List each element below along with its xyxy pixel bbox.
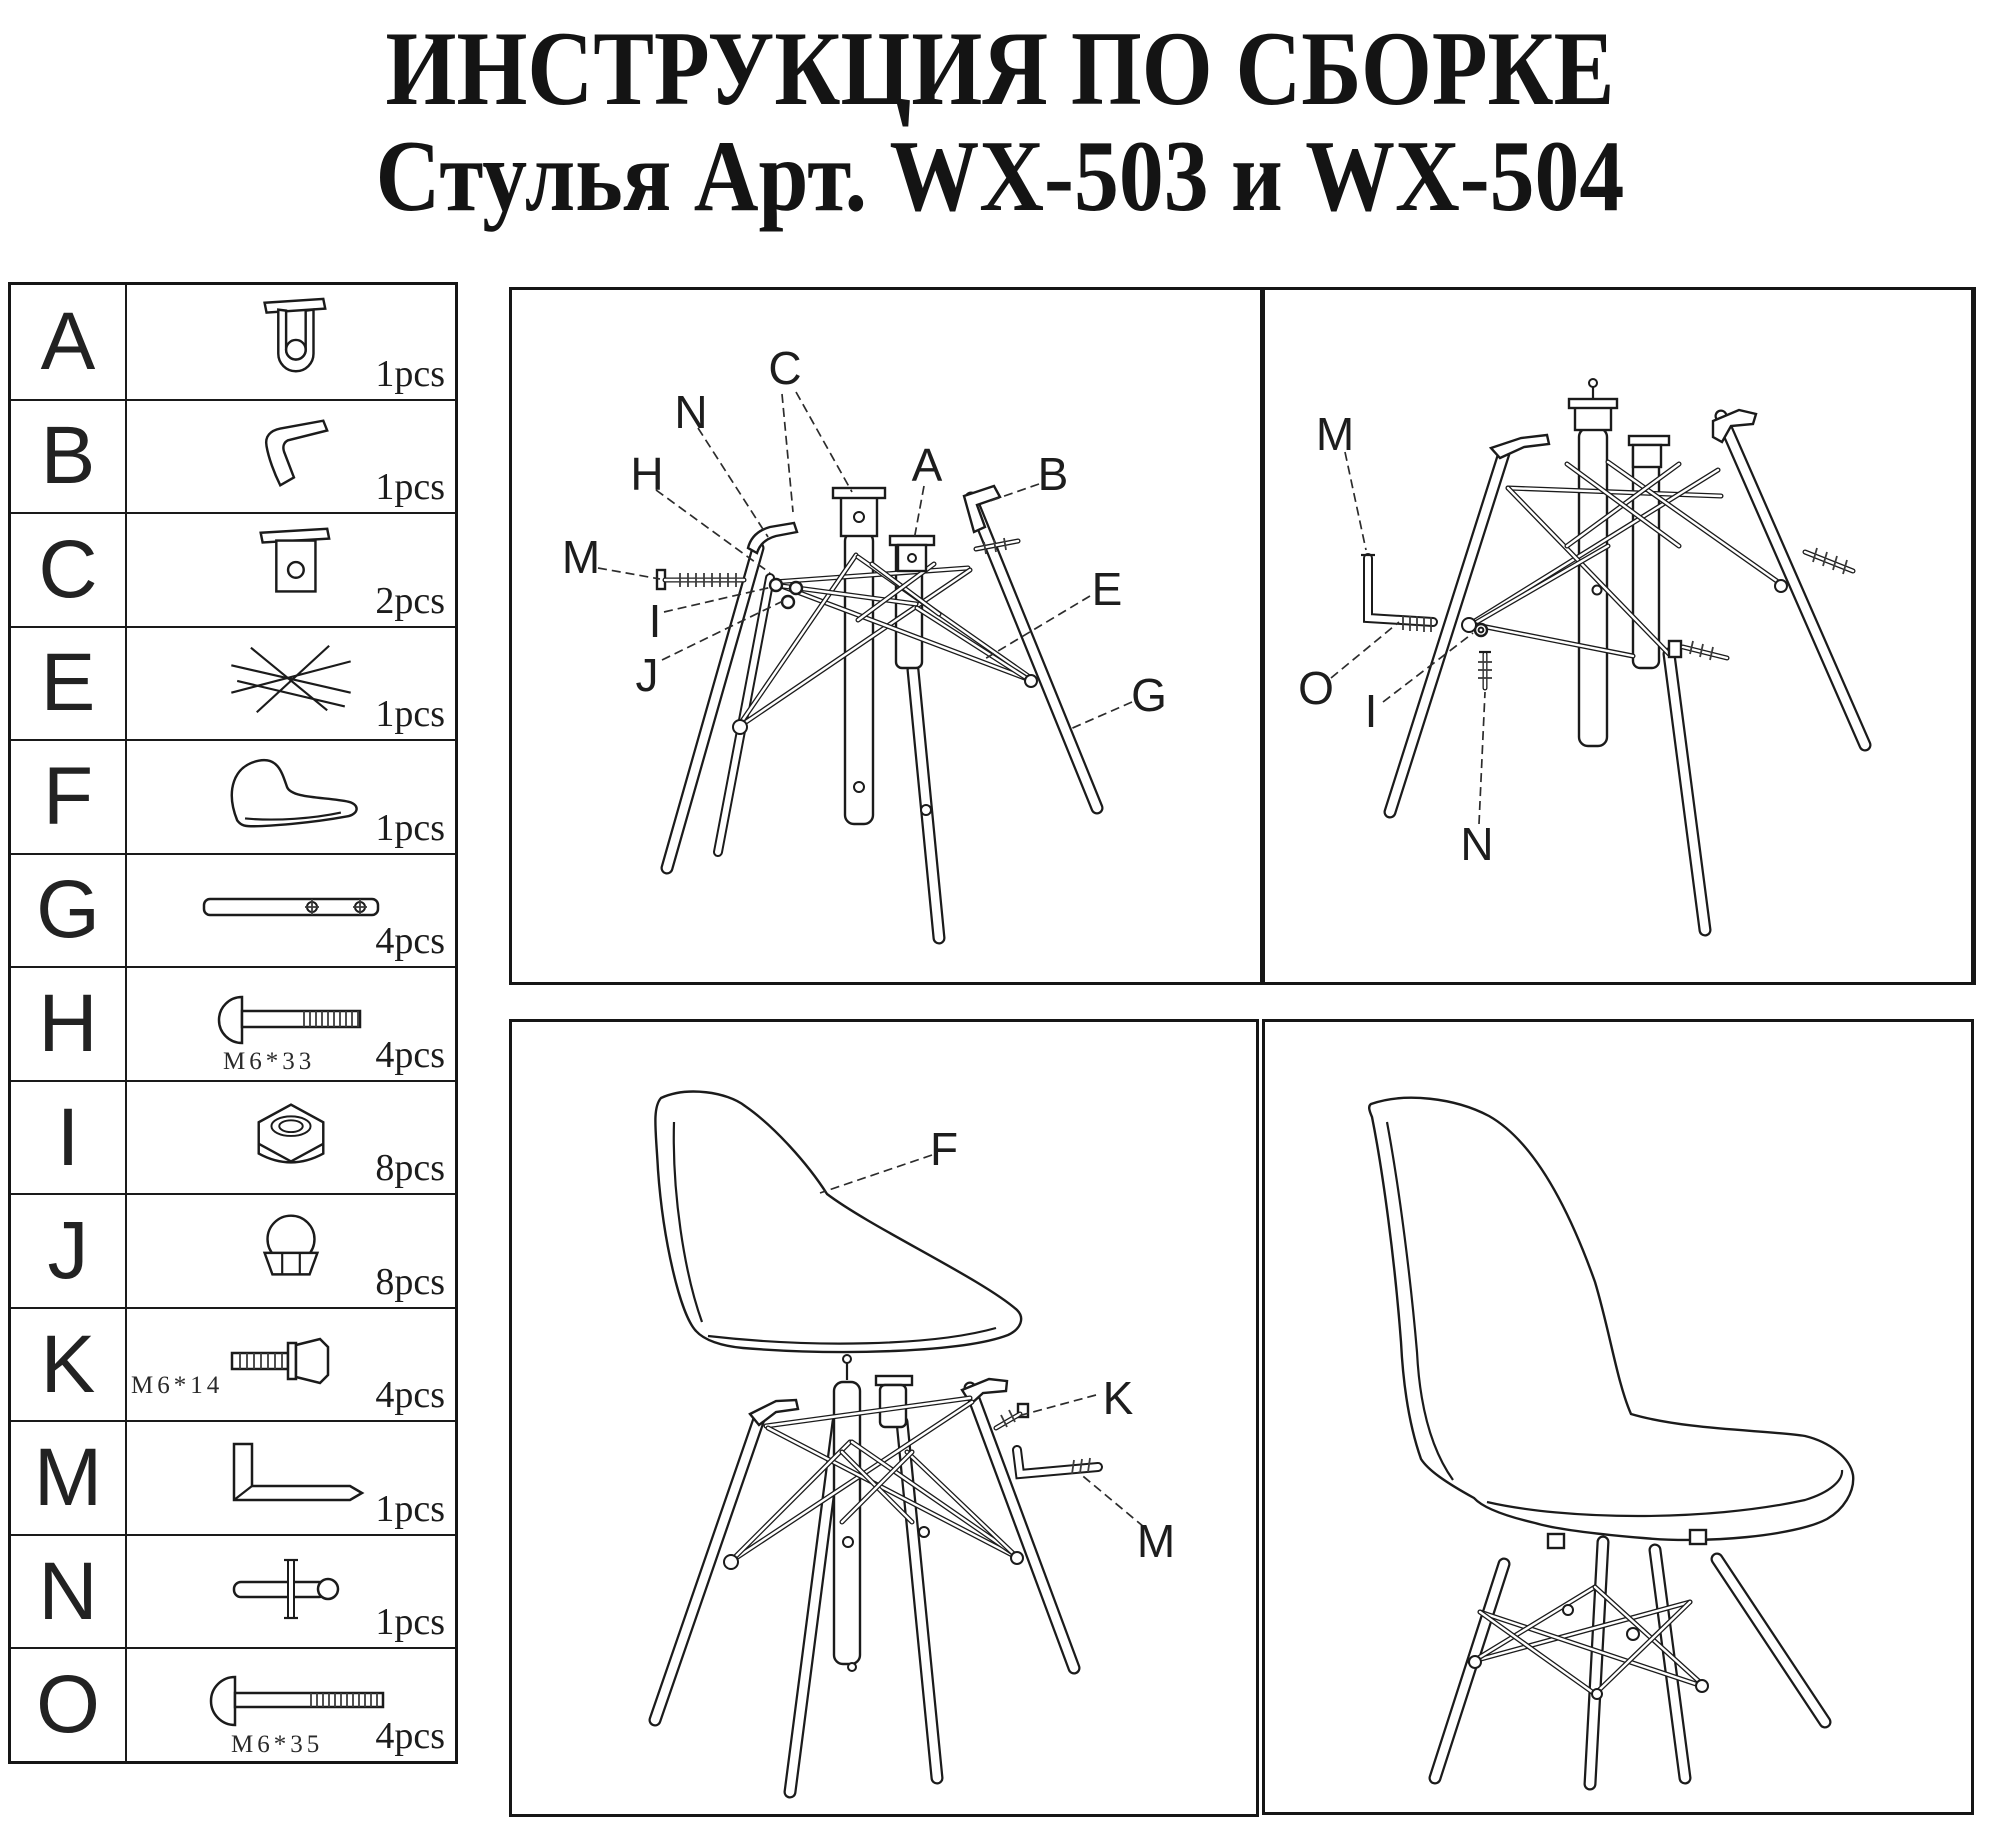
part-letter: K [11,1309,127,1421]
part-cell [127,628,455,740]
base-assembly-diagram [1265,290,1971,982]
part-letter: C [11,514,127,626]
part-qty: 1pcs [375,1601,445,1644]
part-label-H: H [630,448,664,500]
part-cell [127,1649,455,1761]
part-letter: H [11,968,127,1080]
base-exploded-diagram [512,290,1260,982]
wire-brace-icon [216,634,366,724]
seat-shell-icon [206,748,376,838]
dowel-pin-icon [216,1548,366,1628]
part-label-M: M [1315,408,1355,460]
part-qty: 1pcs [375,352,445,395]
table-row [11,966,455,1080]
panel-seat-mounting [509,1019,1259,1817]
page-title: ИНСТРУКЦИЯ ПО СБОРКЕ [385,10,1615,127]
seat-mounting-diagram [512,1022,1256,1814]
square-bracket-icon [236,521,346,611]
table-row [11,853,455,967]
part-letter: N [11,1536,127,1648]
part-qty: 8pcs [375,1260,445,1303]
hex-nut-icon [236,1089,346,1179]
table-row [11,1307,455,1421]
table-row [11,739,455,853]
part-label-F: F [929,1123,959,1175]
part-qty: 1pcs [375,1487,445,1530]
part-spec: M6*14 [131,1372,224,1400]
part-letter: B [11,401,127,513]
cap-nut-icon [236,1202,346,1292]
part-label-O: O [1298,662,1334,714]
part-letter: A [11,285,127,399]
part-letter: G [11,855,127,967]
part-letter: O [11,1649,127,1761]
panel-assembled-chair [1262,1019,1974,1815]
table-row [11,1420,455,1534]
part-label-M: M [561,531,601,583]
part-label-C: C [768,342,802,394]
part-letter: F [11,741,127,853]
part-cell [127,855,455,967]
table-row [11,1193,455,1307]
part-qty: 1pcs [375,693,445,736]
table-row [11,626,455,740]
panel-base-exploded [509,287,1263,985]
stretcher-bar-icon [196,875,386,937]
part-label-M: M [1136,1515,1176,1567]
part-label-N: N [1460,818,1494,870]
part-label-K: K [1102,1372,1134,1424]
bolt-m6x33-icon [194,984,389,1056]
parts-table [8,282,458,1764]
part-cell [127,1536,455,1648]
part-qty: 4pcs [375,920,445,963]
part-qty: 4pcs [375,1714,445,1757]
part-cell [127,1422,455,1534]
part-cell [127,968,455,1080]
part-label-I: I [648,595,662,647]
screw-m6x14-icon [216,1321,366,1401]
part-label-B: B [1037,448,1069,500]
part-cell [127,285,455,399]
part-label-I: I [1364,685,1378,737]
bent-hook-icon [236,407,346,497]
part-cell [127,1195,455,1307]
u-bracket-icon [236,293,346,383]
assembled-chair-diagram [1265,1022,1971,1812]
part-label-G: G [1131,669,1167,721]
part-qty: 4pcs [375,1033,445,1076]
part-spec: M6*35 [231,1730,324,1758]
bolt-m6x35-icon [191,1665,391,1737]
part-letter: I [11,1082,127,1194]
part-letter: M [11,1422,127,1534]
panel-base-assembly [1262,287,1976,985]
part-label-J: J [635,649,659,701]
part-label-E: E [1091,563,1123,615]
part-qty: 4pcs [375,1374,445,1417]
part-cell [127,1082,455,1194]
table-row [11,512,455,626]
allen-key-icon [204,1434,379,1514]
part-letter: J [11,1195,127,1307]
part-letter: E [11,628,127,740]
part-cell [127,741,455,853]
table-row [11,399,455,513]
part-qty: 8pcs [375,1147,445,1190]
part-qty: 2pcs [375,579,445,622]
part-spec: M6*33 [223,1047,316,1075]
part-cell [127,514,455,626]
part-label-A: A [911,439,943,491]
part-label-N: N [674,386,708,438]
part-cell [127,1309,455,1421]
table-row [11,1080,455,1194]
table-row [11,1534,455,1648]
part-qty: 1pcs [375,466,445,509]
table-row [11,285,455,399]
part-cell [127,401,455,513]
part-qty: 1pcs [375,806,445,849]
page-subtitle: Стулья Арт. WX-503 и WX-504 [375,120,1625,233]
table-row [11,1647,455,1761]
